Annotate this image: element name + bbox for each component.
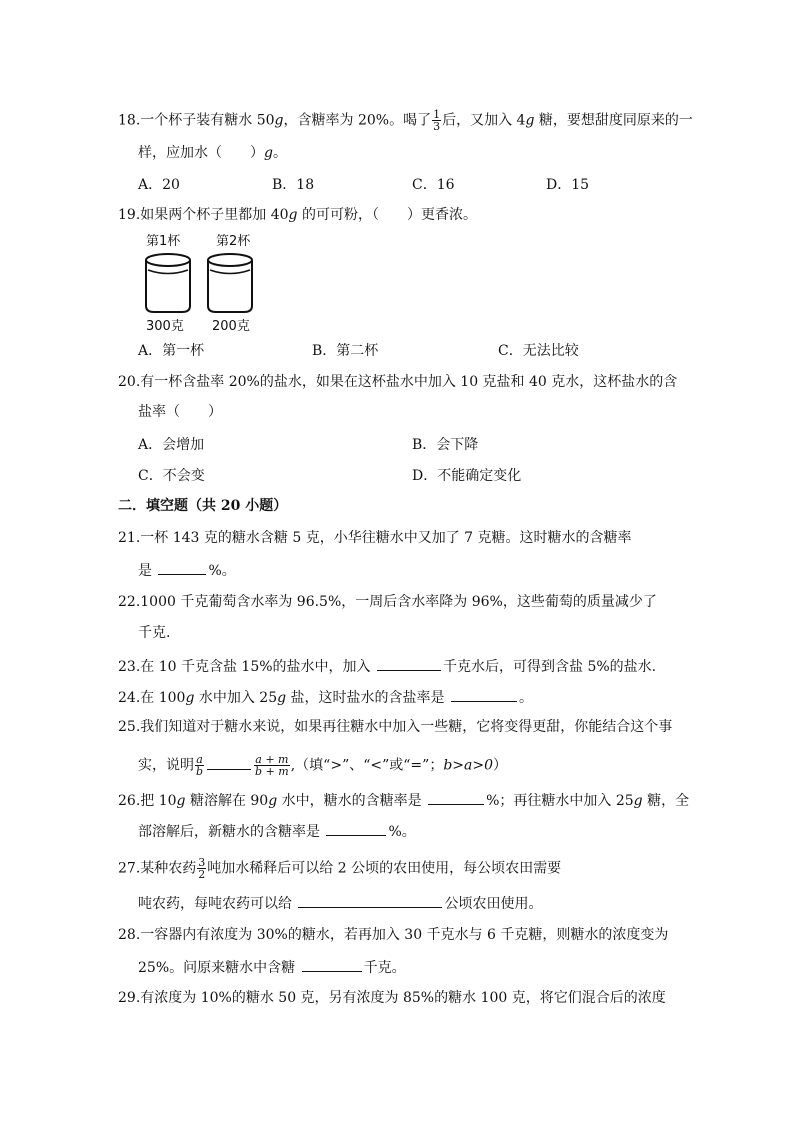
question-25-line2: 实，说明 $\frac{a}{b}$ $\frac{a + m}{b + m}$ ,（填“>”、“<”或“=”；b>a>0） <box>138 753 508 778</box>
question-28-line2: 25%。问原来糖水中含糖 千克。 <box>138 957 406 977</box>
answer-blank[interactable] <box>298 893 442 908</box>
option-d[interactable]: D．15 <box>546 177 590 193</box>
fraction-three-halves: $\frac{3}{2}$ <box>198 856 206 881</box>
option-b[interactable]: B．会下降 <box>412 437 479 453</box>
answer-blank[interactable] <box>326 821 386 836</box>
answer-blank[interactable] <box>158 560 206 575</box>
answer-blank[interactable] <box>207 755 251 770</box>
question-19-line1: 19.如果两个杯子里都加 40g 的可可粉，（ ）更香浓。 <box>118 207 477 223</box>
question-18-line1: 18.一个杯子装有糖水 50g，含糖率为 20%。喝了 $\frac{1}{3}$ 后，又加入 4g 糖，要想甜度同原来的一 <box>118 108 693 133</box>
cup-2-amount: 200克 <box>212 319 250 334</box>
fraction-one-third: $\frac{1}{3}$ <box>433 108 441 133</box>
cups-illustration <box>138 250 268 316</box>
option-a[interactable]: A．第一杯 <box>138 343 205 359</box>
question-24: 24.在 100g 水中加入 25g 盐，这时盐水的含盐率是 。 <box>118 687 533 707</box>
question-25-line1: 25.我们知道对于糖水来说，如果再往糖水中加入一些糖，它将变得更甜，你能结合这个事 <box>118 719 673 735</box>
question-18-line2: 样，应加水（ ）g。 <box>138 145 287 161</box>
cup-2-icon <box>208 254 252 312</box>
question-28-line1: 28.一容器内有浓度为 30%的糖水，若再加入 30 千克水与 6 千克糖，则糖水的浓度变为 <box>118 927 669 943</box>
question-21-line2: 是 %。 <box>138 560 236 580</box>
option-c[interactable]: C．不会变 <box>138 468 205 484</box>
section-heading: 二．填空题（共 20 小题） <box>118 498 288 514</box>
question-22-line2: 千克. <box>138 625 171 641</box>
question-26-line2: 部溶解后，新糖水的含糖率是 %。 <box>138 821 416 841</box>
option-c[interactable]: C．16 <box>412 177 455 193</box>
question-22-line1: 22.1000 千克葡萄含水率为 96.5%，一周后含水率降为 96%，这些葡萄的质量减少了 <box>118 594 657 610</box>
cup-1-icon <box>146 254 190 312</box>
option-c[interactable]: C．无法比较 <box>498 343 579 359</box>
fraction-a-over-b: $\frac{a}{b}$ <box>196 753 204 778</box>
question-23: 23.在 10 千克含盐 15%的盐水中，加入 千克水后，可得到含盐 5%的盐水. <box>118 656 656 676</box>
answer-blank[interactable] <box>377 656 441 671</box>
question-20-line2: 盐率（ ） <box>138 404 222 420</box>
question-26-line1: 26.把 10g 糖溶解在 90g 水中，糖水的含糖率是 %；再往糖水中加入 25g 糖，全 <box>118 790 689 810</box>
cup-1-amount: 300克 <box>146 319 184 334</box>
option-b[interactable]: B．第二杯 <box>312 343 379 359</box>
question-27-line2: 吨农药，每吨农药可以给 公顷农田使用。 <box>138 893 542 913</box>
answer-blank[interactable] <box>302 957 362 972</box>
question-27-line1: 27.某种农药 $\frac{3}{2}$ 吨加水稀释后可以给 2 公顷的农田使用，每公顷农田需要 <box>118 856 562 881</box>
question-number: 18. <box>118 112 141 129</box>
fraction-a-plus-m-over-b-plus-m: $\frac{a + m}{b + m}$ <box>255 753 289 778</box>
option-d[interactable]: D．不能确定变化 <box>412 468 522 484</box>
question-21-line1: 21.一杯 143 克的糖水含糖 5 克，小华往糖水中又加了 7 克糖。这时糖水的含糖率 <box>118 530 632 546</box>
option-a[interactable]: A．会增加 <box>138 437 205 453</box>
cup-1-label: 第1杯 <box>146 234 181 249</box>
cup-2-label: 第2杯 <box>216 234 251 249</box>
question-29-line1: 29.有浓度为 10%的糖水 50 克，另有浓度为 85%的糖水 100 克，将它们混合后的浓度 <box>118 990 666 1006</box>
option-a[interactable]: A．20 <box>138 177 180 193</box>
question-20-line1: 20.有一杯含盐率 20%的盐水，如果在这杯盐水中加入 10 克盐和 40 克水，这杯盐水的含 <box>118 374 678 390</box>
answer-blank[interactable] <box>451 687 517 702</box>
answer-blank[interactable] <box>428 790 484 805</box>
option-b[interactable]: B．18 <box>272 177 315 193</box>
